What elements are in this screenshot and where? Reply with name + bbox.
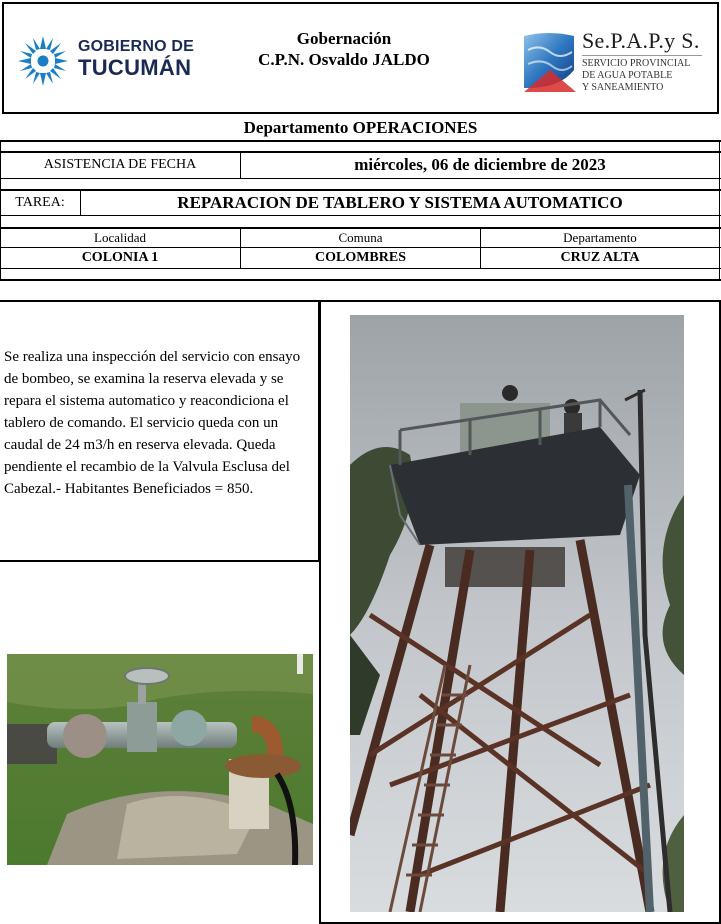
table-rule	[0, 215, 721, 216]
document-header	[2, 2, 719, 114]
table-rule	[0, 140, 721, 142]
sepapys-divider	[582, 55, 702, 56]
water-emblem-icon	[520, 30, 578, 92]
logo-line-1: GOBIERNO DE	[78, 38, 194, 55]
location-header-localidad: Localidad	[94, 229, 146, 245]
sepapys-logo	[520, 26, 710, 100]
description-panel	[0, 300, 320, 562]
location-header-comuna: Comuna	[338, 229, 383, 245]
sepapys-name: Se.P.A.P.y S.	[582, 28, 700, 53]
table-rule	[0, 268, 721, 269]
governor-title-line-1: Gobernación	[296, 29, 392, 48]
gobierno-tucuman-logo	[14, 28, 194, 94]
work-description: Se realiza una inspección del servicio con ensayo de bombeo, se examina la reserva elevada y se repara el sistema automatico y reacondiciona el tablero de comando. El servicio queda con un caudal de 24 m3/h en reserva elevada. Queda pendiente el recambio de la Valvula Esclusa del Cabezal.- Habitantes Beneficiados = 850.	[4, 349, 301, 497]
water-tower-photo	[350, 315, 684, 912]
governor-title	[224, 28, 464, 70]
location-value-comuna: COLOMBRES	[314, 250, 406, 265]
sepapys-subtitle-line-3: Y SANEAMIENTO	[582, 82, 664, 93]
task-value: REPARACION DE TABLERO Y SISTEMA AUTOMATICO	[177, 192, 623, 212]
location-value-localidad: COLONIA 1	[81, 250, 159, 265]
valve-photo	[7, 654, 313, 865]
table-border-right	[719, 140, 720, 281]
sun-emblem-icon	[14, 32, 72, 90]
sepapys-subtitle-line-1: SERVICIO PROVINCIAL	[582, 58, 691, 69]
sepapys-subtitle	[582, 58, 690, 94]
sepapys-subtitle-line-2: DE AGUA POTABLE	[582, 70, 673, 81]
attendance-label: ASISTENCIA DE FECHA	[43, 157, 197, 172]
logo-line-2: TUCUMÁN	[78, 55, 192, 80]
task-label: TAREA:	[15, 194, 65, 210]
location-header-departamento: Departamento	[563, 229, 637, 245]
location-value-departamento: CRUZ ALTA	[560, 250, 640, 265]
gobierno-tucuman-wordmark	[78, 38, 194, 81]
table-rule	[0, 279, 721, 281]
governor-title-line-2: C.P.N. Osvaldo JALDO	[258, 50, 430, 69]
attendance-date: miércoles, 06 de diciembre de 2023	[354, 155, 606, 174]
table-rule	[0, 178, 721, 179]
department-heading: Departamento OPERACIONES	[243, 118, 478, 137]
